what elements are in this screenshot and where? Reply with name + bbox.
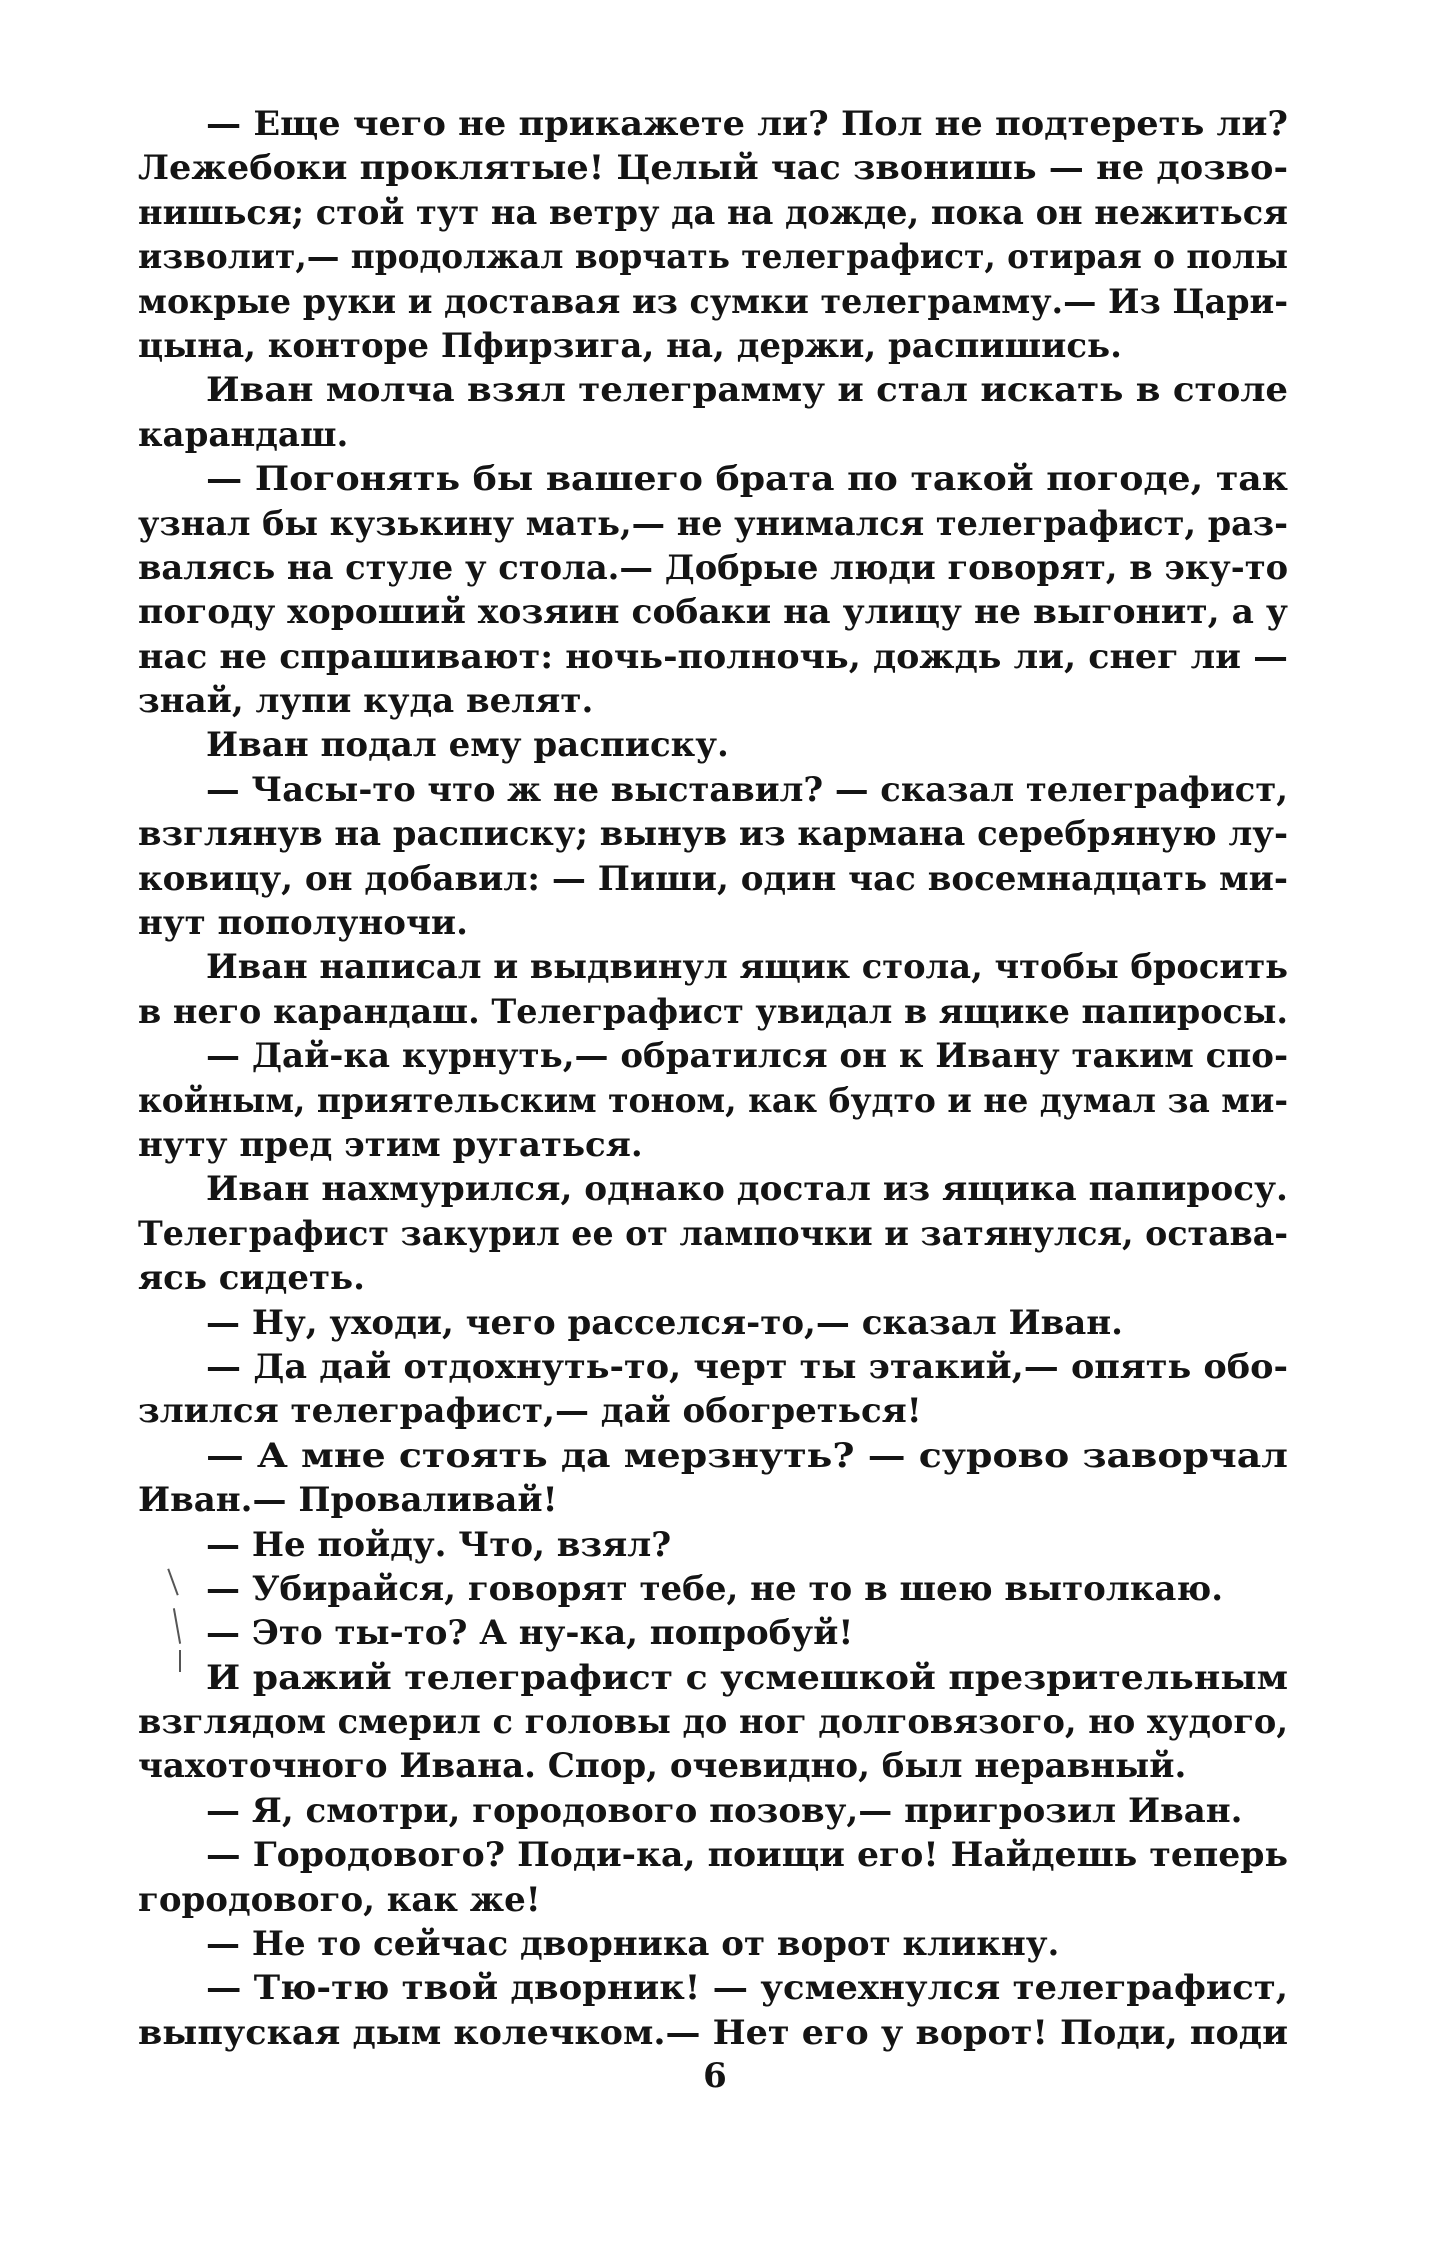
text-line-content: ковицу, он добавил: — Пиши, один час восемнадцать ми-: [138, 858, 1288, 899]
text-line-content: изволит,— продолжал ворчать телеграфист, отирая о полы: [138, 237, 1289, 278]
text-line-content: Иван молча взял телеграмму и стал искать в столе: [206, 370, 1289, 411]
text-line: [138, 546, 1288, 590]
text-line: [138, 945, 1288, 989]
text-line-content: Иван.— Проваливай!: [138, 1480, 558, 1521]
text-line: [138, 1744, 1288, 1788]
text-line: [138, 502, 1288, 546]
text-line: [138, 1567, 1288, 1611]
text-line-content: знай, лупи куда велят.: [138, 681, 594, 722]
text-line-content: выпуская дым колечком.— Нет его у ворот! Поди, поди: [138, 2012, 1289, 2053]
text-line: [138, 1079, 1288, 1123]
text-line: [138, 1878, 1288, 1922]
text-line: [138, 1434, 1288, 1478]
text-line-content: — Еще чего не прикажете ли? Пол не подтереть ли?: [206, 104, 1288, 144]
text-line-content: Телеграфист закурил ее от лампочки и затянулся, остава-: [138, 1213, 1289, 1254]
text-line: [138, 457, 1288, 501]
text-line-content: нуту пред этим ругаться.: [138, 1124, 643, 1165]
text-line: [138, 590, 1288, 634]
text-line: [138, 857, 1288, 901]
text-line-content: нут пополуночи.: [138, 903, 468, 944]
text-line: [138, 1523, 1288, 1567]
text-line: [138, 990, 1288, 1034]
text-line: [138, 1034, 1288, 1078]
page-number: 6: [703, 2056, 727, 2096]
text-line: [138, 635, 1288, 679]
text-line: [138, 2011, 1288, 2055]
text-line: [138, 679, 1288, 723]
text-line: [138, 1611, 1288, 1655]
text-line-content: Иван подал ему расписку.: [206, 725, 729, 766]
text-line-content: чахоточного Ивана. Спор, очевидно, был неравный.: [138, 1746, 1187, 1787]
text-line-content: койным, приятельским тоном, как будто и не думал за ми-: [138, 1080, 1288, 1121]
body-text: [138, 102, 1288, 2055]
text-line-content: — Убирайся, говорят тебе, не то в шею вытолкаю.: [206, 1568, 1224, 1609]
text-line-content: карандаш.: [138, 414, 349, 455]
text-line: [138, 1478, 1288, 1522]
text-line-content: — Погонять бы вашего брата по такой погоде, так: [206, 459, 1288, 500]
text-line: [138, 768, 1288, 812]
text-line: [138, 1167, 1288, 1211]
text-line-content: нас не спрашивают: ночь-полночь, дождь ли, снег ли —: [138, 636, 1288, 677]
text-line-content: И ражий телеграфист с усмешкой презрительным: [206, 1657, 1289, 1698]
text-line: [138, 1345, 1288, 1389]
text-line-content: — Городового? Поди-ка, поищи его! Найдешь теперь: [206, 1835, 1288, 1876]
text-line: [138, 1833, 1288, 1877]
text-line: [138, 1966, 1288, 2010]
text-line: [138, 1301, 1288, 1345]
text-line: [138, 191, 1288, 235]
text-line: [138, 324, 1288, 368]
text-line-content: злился телеграфист,— дай обогреться!: [138, 1391, 922, 1432]
text-line-content: — Дай-ка курнуть,— обратился он к Ивану таким спо-: [206, 1036, 1289, 1077]
text-line-content: цына, конторе Пфирзига, на, держи, распишись.: [138, 325, 1122, 366]
text-line: [138, 1789, 1288, 1833]
text-line-content: — Не то сейчас дворника от ворот кликну.: [206, 1924, 1060, 1965]
text-line-content: Иван написал и выдвинул ящик стола, чтобы бросить: [206, 947, 1289, 988]
text-line: [138, 901, 1288, 945]
text-line-content: узнал бы кузькину мать,— не унимался телеграфист, раз-: [138, 503, 1289, 544]
text-line: [138, 1700, 1288, 1744]
text-line-content: — Я, смотри, городового позову,— пригрозил Иван.: [206, 1790, 1243, 1831]
text-line-content: в него карандаш. Телеграфист увидал в ящике папиросы.: [138, 991, 1288, 1032]
text-line-content: Иван нахмурился, однако достал из ящика папиросу.: [206, 1169, 1288, 1210]
text-line: [138, 1123, 1288, 1167]
text-line: [138, 1922, 1288, 1966]
text-line-content: — А мне стоять да мерзнуть? — сурово заворчал: [206, 1435, 1288, 1476]
text-line-content: Лежебоки проклятые! Целый час звонишь — не дозво-: [138, 148, 1289, 189]
text-line-content: ясь сидеть.: [138, 1258, 365, 1299]
text-line-content: — Да дай отдохнуть-то, черт ты этакий,— опять обо-: [206, 1346, 1289, 1387]
text-line: [138, 368, 1288, 412]
text-line: [138, 280, 1288, 324]
text-line-content: — Ну, уходи, чего расселся-то,— сказал Иван.: [206, 1302, 1124, 1343]
text-line-content: взглядом смерил с головы до ног долговязого, но худого,: [138, 1702, 1289, 1743]
text-line-content: — Это ты-то? А ну-ка, попробуй!: [206, 1613, 854, 1654]
text-line: [138, 1212, 1288, 1256]
text-line-content: валясь на стуле у стола.— Добрые люди говорят, в эку-то: [138, 547, 1289, 588]
text-line: [138, 1656, 1288, 1700]
text-line: [138, 413, 1288, 457]
text-line-content: мокрые руки и доставая из сумки телеграмму.— Из Цари-: [138, 281, 1289, 322]
text-line-content: погоду хороший хозяин собаки на улицу не выгонит, а у: [138, 592, 1288, 633]
text-line-content: — Часы-то что ж не выставил? — сказал телеграфист,: [206, 769, 1288, 810]
text-line: [138, 1256, 1288, 1300]
text-line-content: — Тю-тю твой дворник! — усмехнулся телеграфист,: [206, 1968, 1289, 2009]
text-line: [138, 102, 1288, 146]
text-line-content: взглянув на расписку; вынув из кармана серебряную лу-: [138, 814, 1288, 855]
text-line: [138, 146, 1288, 190]
text-line: [138, 723, 1288, 767]
text-line: [138, 1389, 1288, 1433]
text-line-content: нишься; стой тут на ветру да на дожде, пока он нежиться: [138, 192, 1288, 233]
text-line-content: городового, как же!: [138, 1879, 541, 1920]
margin-pencil-mark: [179, 1650, 181, 1672]
text-line-content: — Не пойду. Что, взял?: [206, 1524, 672, 1565]
text-line: [138, 812, 1288, 856]
text-line: [138, 235, 1288, 279]
